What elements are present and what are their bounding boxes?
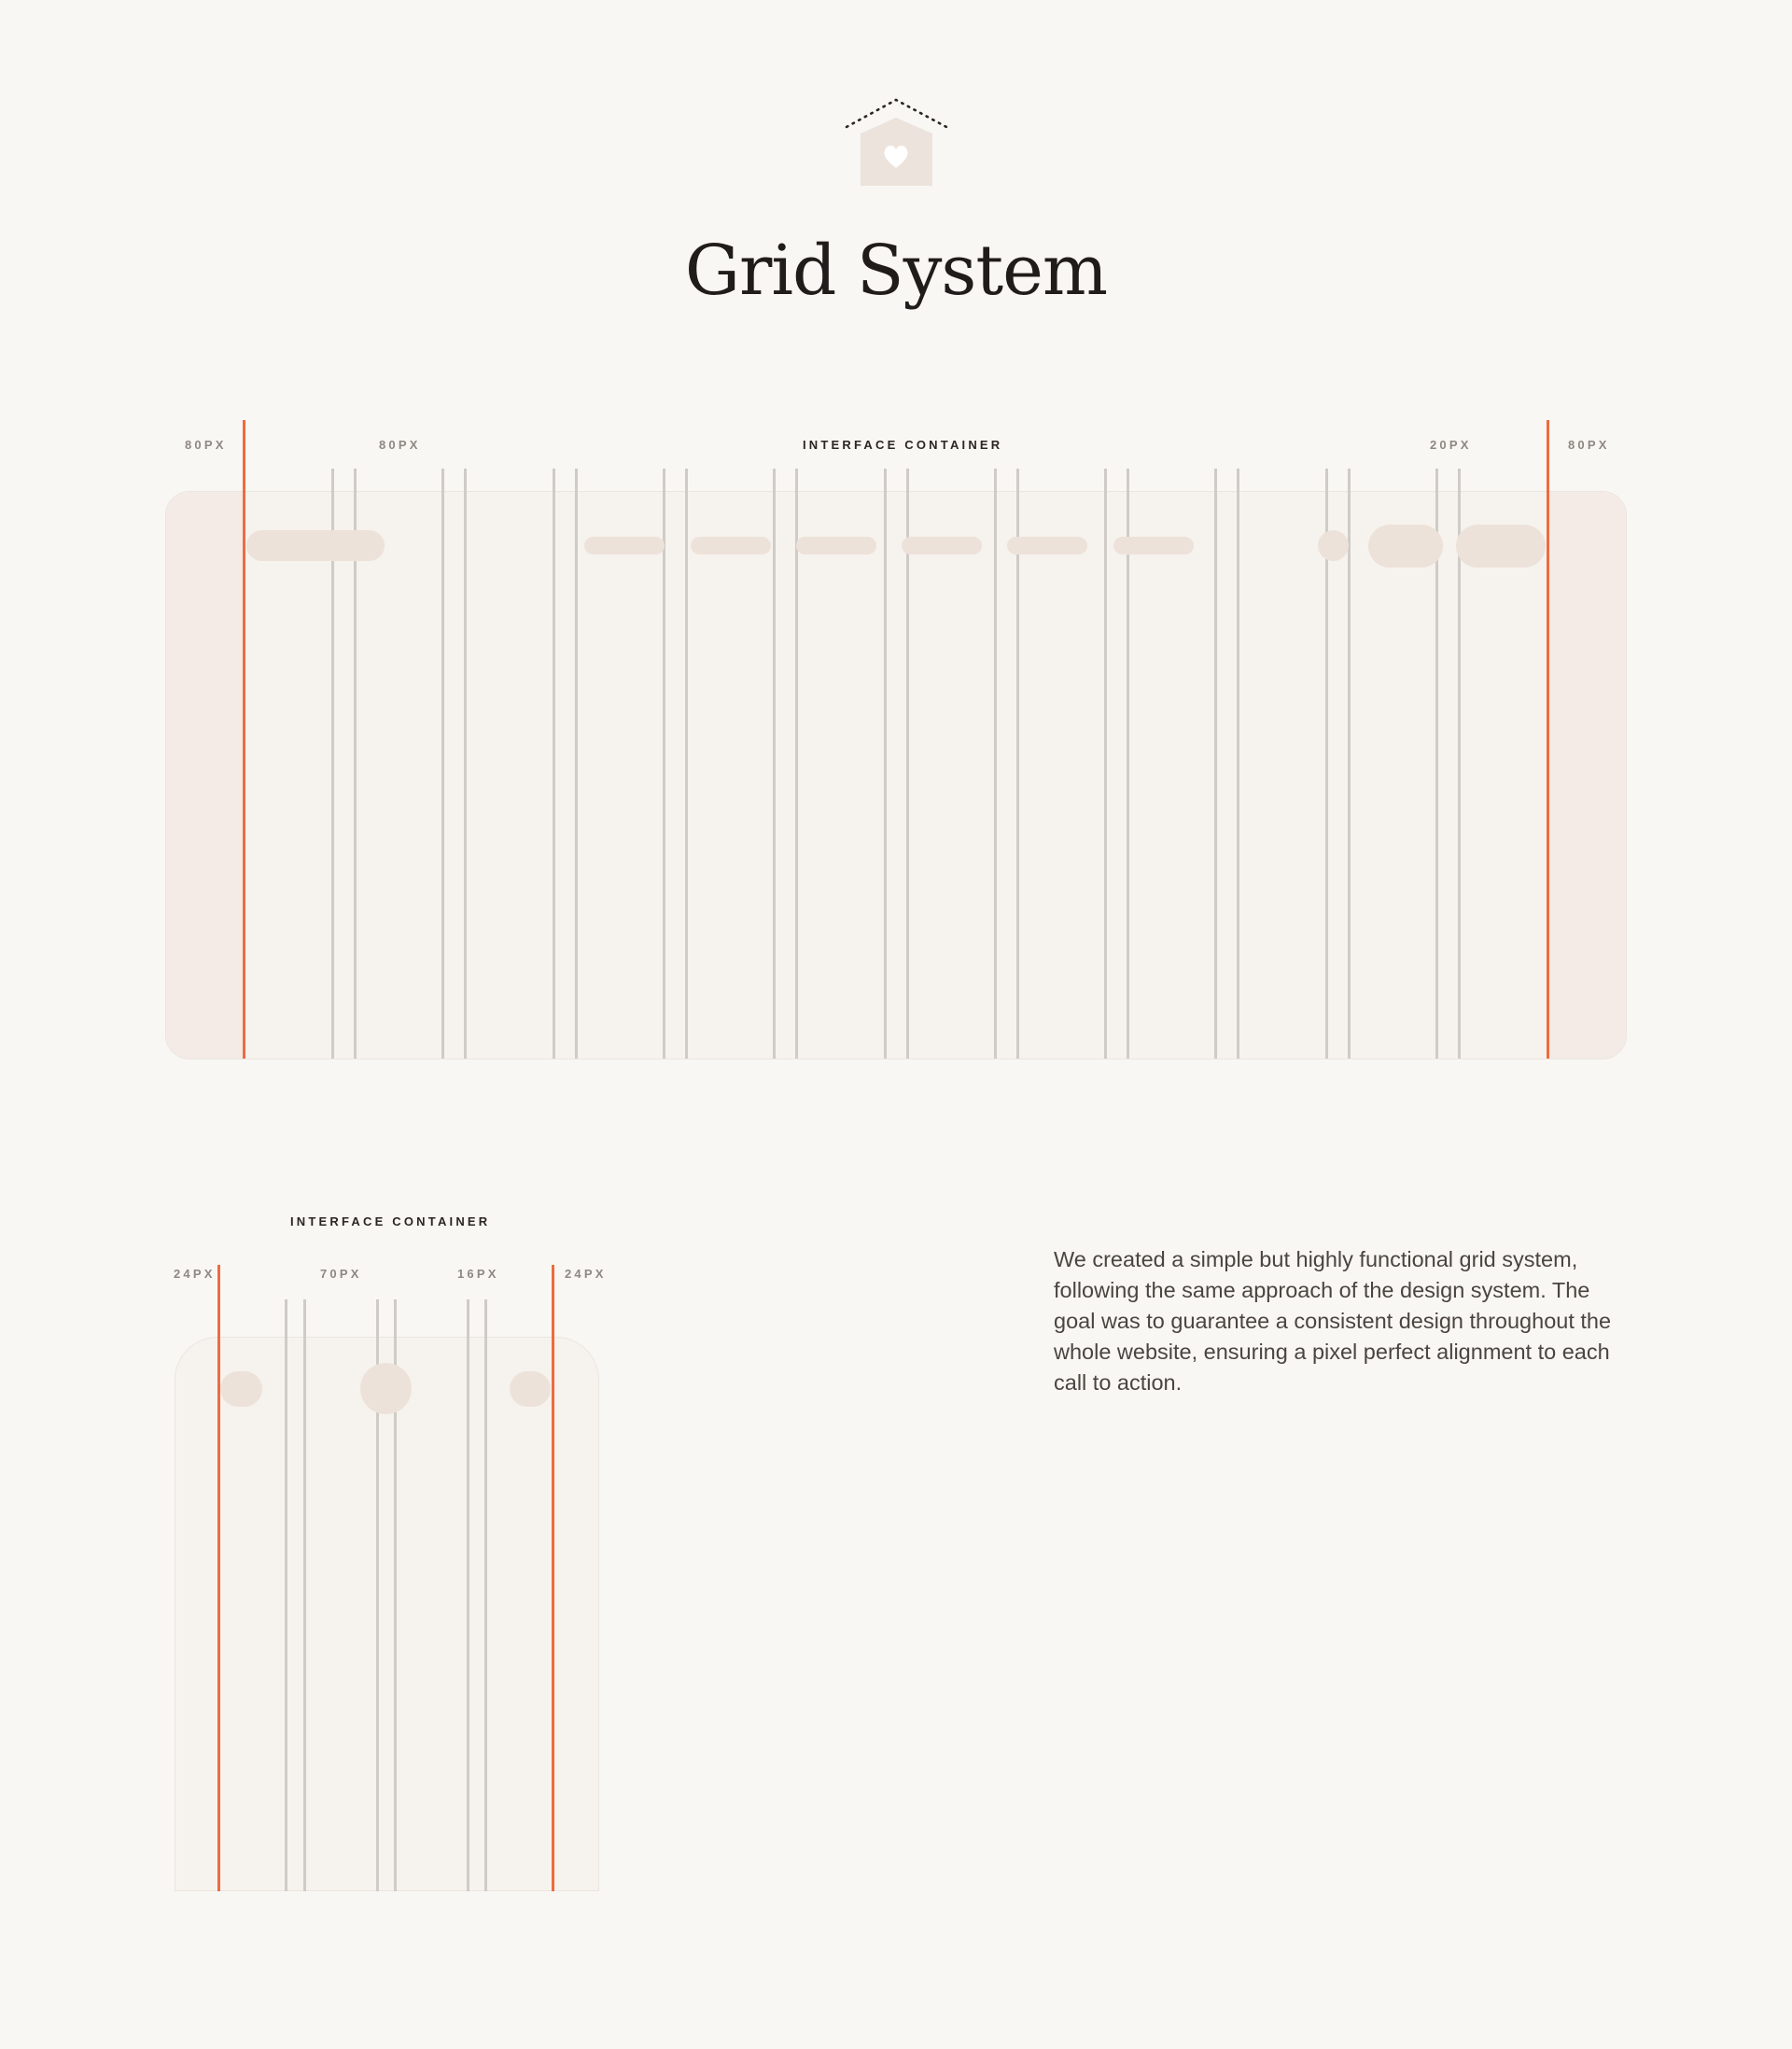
column-guide-line [467,1299,469,1891]
desktop-interface-container [165,491,1627,1060]
column-guide-line [994,469,997,1059]
margin-guide-left [217,1265,220,1891]
nav-item-placeholder [1113,537,1194,554]
column-guide-line [906,469,909,1059]
column-guide-line [484,1299,487,1891]
column-width-label: 70PX [320,1267,362,1281]
column-guide-line [1127,469,1129,1059]
gutter-width-label: 16PX [457,1267,499,1281]
interface-container-title: INTERFACE CONTAINER [290,1214,491,1228]
column-guide-line [1237,469,1239,1059]
margin-right-area [1548,492,1627,1059]
mobile-interface-container [175,1337,599,1891]
icon-placeholder [1318,530,1349,561]
menu-placeholder [220,1371,262,1407]
column-width-label: 80PX [379,438,421,452]
button-placeholder [1456,525,1546,568]
button-placeholder [1368,525,1443,568]
column-guide-line [303,1299,306,1891]
nav-item-placeholder [902,537,982,554]
column-guide-line [1016,469,1019,1059]
column-guide-line [1214,469,1217,1059]
margin-left-area [166,492,245,1059]
logo-placeholder [246,530,385,561]
margin-left-label: 24PX [174,1267,216,1281]
logo-placeholder [360,1363,412,1414]
column-guide-line [1104,469,1107,1059]
nav-item-placeholder [691,537,771,554]
column-guide-line [441,469,444,1059]
margin-right-label: 24PX [565,1267,607,1281]
column-guide-line [663,469,665,1059]
action-placeholder [510,1371,551,1407]
column-guide-line [464,469,467,1059]
house-heart-icon [843,96,950,188]
interface-container-title: INTERFACE CONTAINER [803,438,1003,452]
column-guide-line [685,469,688,1059]
gutter-width-label: 20PX [1430,438,1472,452]
nav-item-placeholder [1007,537,1087,554]
margin-guide-right [552,1265,554,1891]
page-title: Grid System [684,231,1108,311]
description-text: We created a simple but highly functional grid system, following the same approach of the design system. The goal was to guarantee a consistent design throughout the whole website, ensuring a pixel perfect alignment to each call to action. [1054,1247,1612,1395]
column-guide-line [285,1299,287,1891]
nav-item-placeholder [796,537,876,554]
column-guide-line [575,469,578,1059]
nav-item-placeholder [584,537,665,554]
margin-left-label: 80PX [185,438,227,452]
column-guide-line [1348,469,1351,1059]
margin-guide-right [1547,420,1549,1059]
margin-right-label: 80PX [1568,438,1610,452]
column-guide-line [795,469,798,1059]
column-guide-line [553,469,555,1059]
logo [843,96,950,188]
column-guide-line [773,469,776,1059]
column-guide-line [884,469,887,1059]
margin-guide-left [243,420,245,1059]
